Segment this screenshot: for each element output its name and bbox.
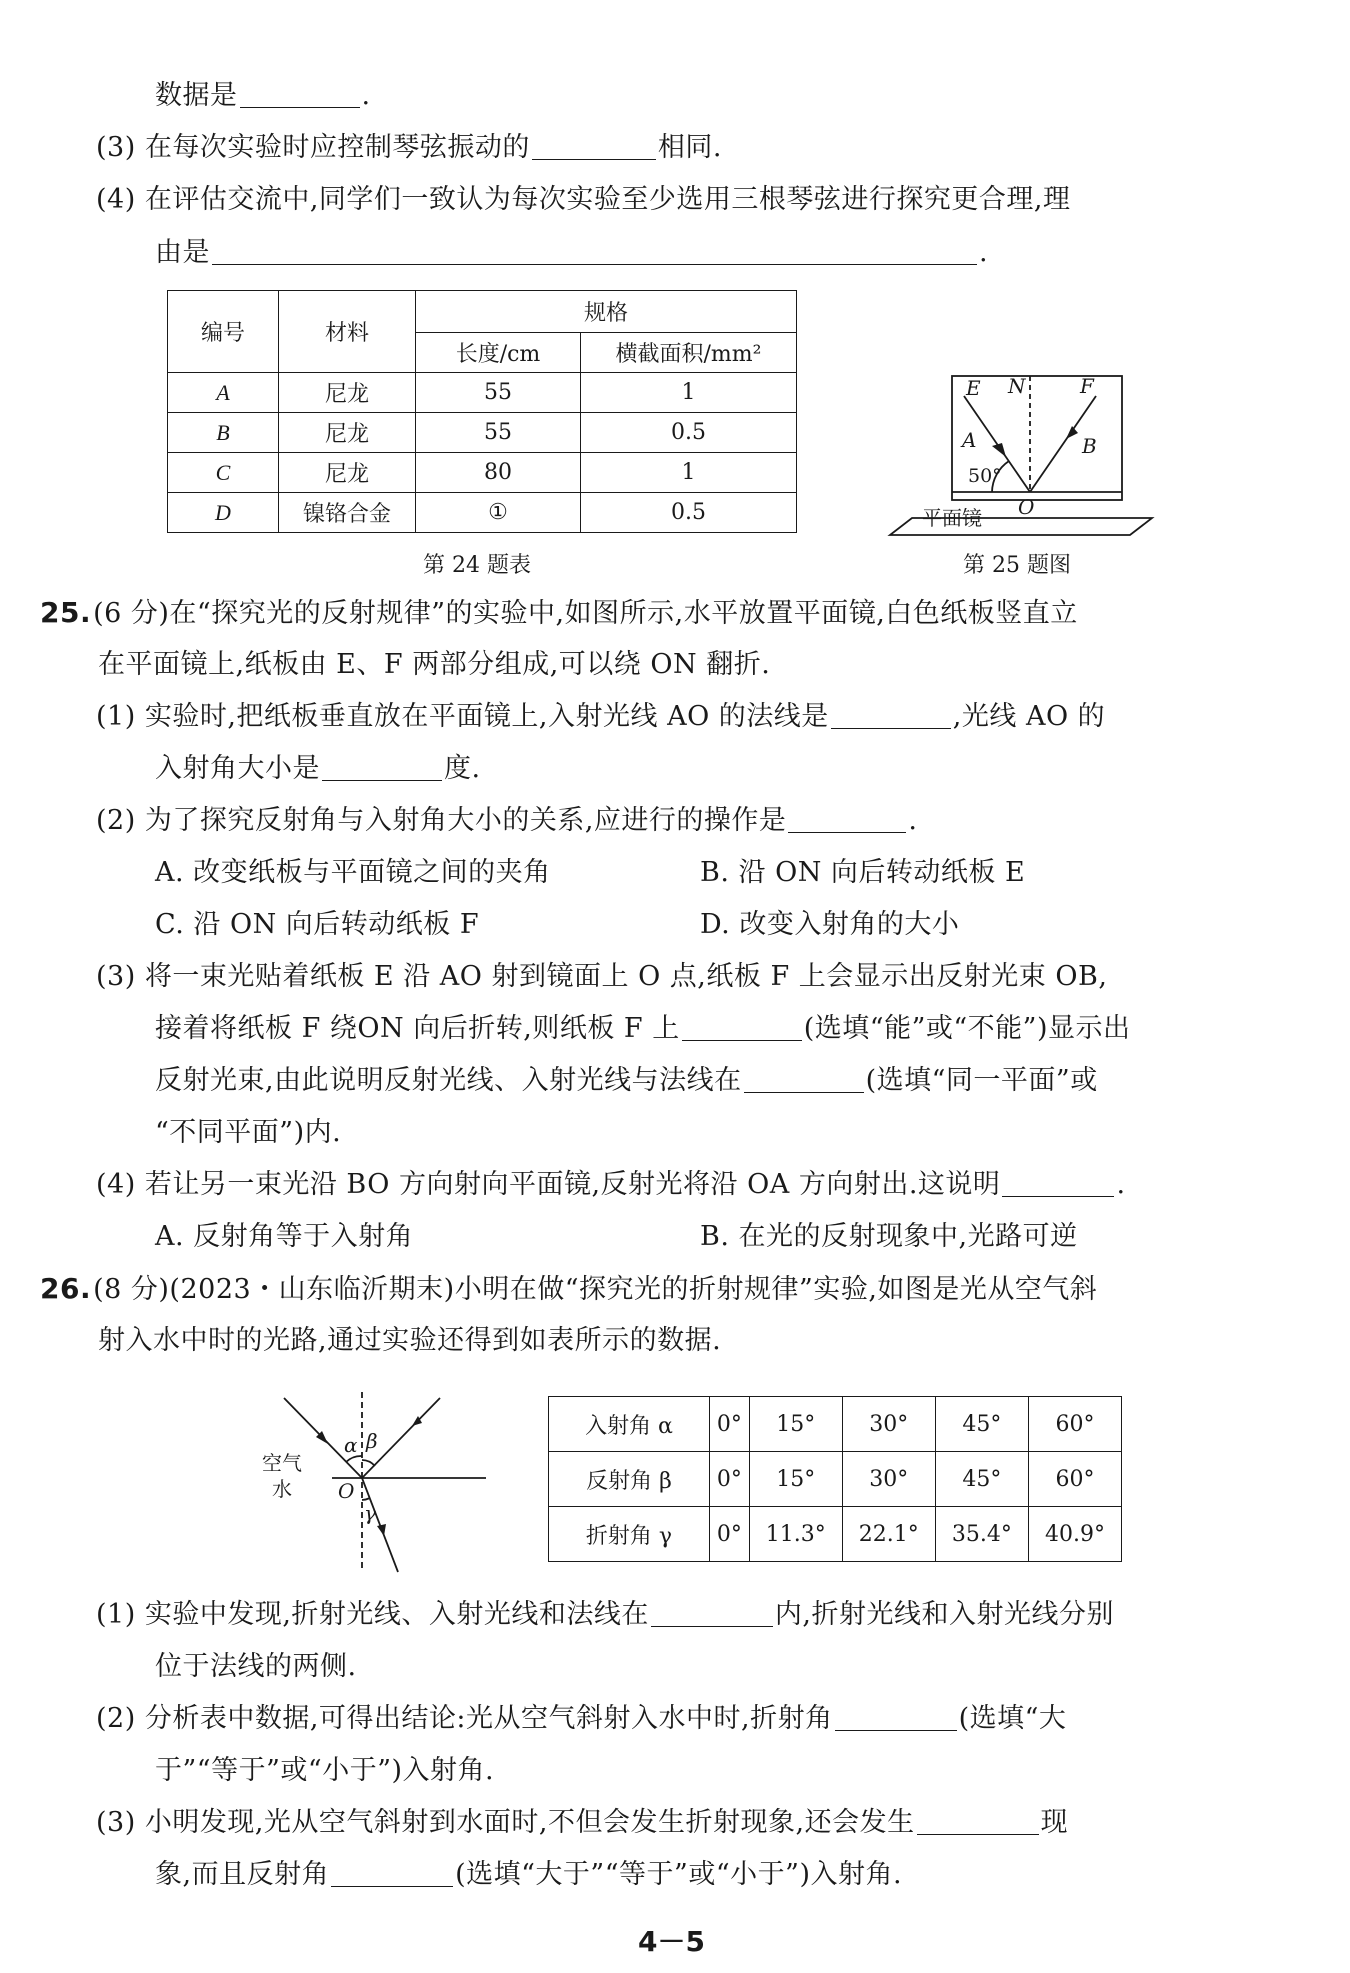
q26-table [548,1396,1122,1562]
q26-part3-b: 象,而且反射角 (选填“大于”“等于”或“小于”)入射角. [155,1859,903,1890]
q24-part3: (3) 在每次实验时应控制琴弦振动的 相同. [96,132,722,163]
svg-text:γ: γ [364,1501,376,1525]
q25-option-c[interactable]: C. 沿 ON 向后转动纸板 F [155,909,480,940]
q25-part3-d: “不同平面”)内. [155,1117,342,1148]
svg-text:O: O [338,1479,355,1503]
q24-part4: (4) 在评估交流中,同学们一致认为每次实验至少选用三根琴弦进行探究更合理,理 [96,184,1071,215]
q25-part3-a: (3) 将一束光贴着纸板 E 沿 AO 射到镜面上 O 点,纸板 F 上会显示出反射光束 OB, [96,961,1108,992]
q26-part2-b: 于”“等于”或“小于”)入射角. [155,1755,495,1786]
table-row: 折射角 γ 0° 11.3° 22.1° 35.4° 40.9° [549,1507,1122,1562]
q25-figure [880,368,1210,568]
answer-blank[interactable] [744,1066,864,1093]
q25-part1-b: 入射角大小是 度. [155,753,481,784]
q25-figure-caption: 第 25 题图 [963,553,1071,578]
q26-intro-1: 26.(8 分)(2023・山东临沂期末)小明在做“探究光的折射规律”实验,如图是光从空气斜 [40,1272,1098,1305]
table-row: D 镍铬合金 ① 0.5 [168,493,797,533]
answer-blank[interactable] [831,702,951,729]
header-id: 编号 [168,291,279,373]
answer-blank[interactable] [651,1600,773,1627]
q26-part1-a: (1) 实验中发现,折射光线、入射光线和法线在 内,折射光线和入射光线分别 [96,1599,1115,1630]
header-length: 长度/cm [416,333,581,373]
refracted-ray [362,1478,398,1572]
svg-text:空气: 空气 [262,1451,302,1475]
q26-part2-a: (2) 分析表中数据,可得出结论:光从空气斜射入水中时,折射角 (选填“大 [96,1703,1067,1734]
svg-text:N: N [1008,374,1026,398]
svg-text:α: α [344,1433,358,1457]
header-material: 材料 [279,291,416,373]
q26-intro-2: 射入水中时的光路,通过实验还得到如表所示的数据. [98,1325,722,1356]
q24-table-caption: 第 24 题表 [423,553,531,578]
q25-part3-b: 接着将纸板 F 绕ON 向后折转,则纸板 F 上 (选填“能”或“不能”)显示出 [155,1013,1131,1044]
refracted-arrowhead [377,1524,386,1536]
svg-text:F: F [1080,374,1094,398]
q25-part1-a: (1) 实验时,把纸板垂直放在平面镜上,入射光线 AO 的法线是 ,光线 AO 的 [96,701,1106,732]
answer-blank[interactable] [331,1860,453,1887]
q25-intro-2: 在平面镜上,纸板由 E、F 两部分组成,可以绕 ON 翻折. [98,649,771,680]
q26-part1-b: 位于法线的两侧. [155,1651,357,1682]
svg-text:水: 水 [272,1477,292,1501]
angle-arc-beta [362,1460,375,1466]
table-row: B 尼龙 55 0.5 [168,413,797,453]
page-number: 4－5 [638,1925,705,1958]
angle-arc-gamma [362,1498,370,1500]
header-area: 横截面积/mm² [581,333,797,373]
table-row: 入射角 α 0° 15° 30° 45° 60° [549,1397,1122,1452]
q25-option-a[interactable]: A. 改变纸板与平面镜之间的夹角 [155,857,551,888]
q25-part4: (4) 若让另一束光沿 BO 方向射向平面镜,反射光将沿 OA 方向射出.这说明 . [96,1169,1126,1200]
svg-text:A: A [962,428,977,452]
q25-option4-a[interactable]: A. 反射角等于入射角 [155,1221,414,1252]
q25-part3-c: 反射光束,由此说明反射光线、入射光线与法线在 (选填“同一平面”或 [155,1065,1098,1096]
table-row: C 尼龙 80 1 [168,453,797,493]
answer-blank[interactable] [532,133,656,160]
answer-blank[interactable] [212,238,977,265]
answer-blank[interactable] [835,1704,957,1731]
svg-text:平面镜: 平面镜 [922,506,982,530]
table-row: 反射角 β 0° 15° 30° 45° 60° [549,1452,1122,1507]
svg-text:E: E [966,376,981,400]
q24-line1: 数据是 . [155,80,371,111]
q25-option4-b[interactable]: B. 在光的反射现象中,光路可逆 [700,1221,1078,1252]
q25-option-b[interactable]: B. 沿 ON 向后转动纸板 E [700,857,1026,888]
answer-blank[interactable] [240,81,360,108]
answer-blank[interactable] [917,1808,1039,1835]
q25-part2: (2) 为了探究反射角与入射角大小的关系,应进行的操作是 . [96,805,918,836]
table-row: A 尼龙 55 1 [168,373,797,413]
answer-blank[interactable] [322,754,442,781]
svg-text:β: β [366,1429,378,1453]
q26-part3-a: (3) 小明发现,光从空气斜射到水面时,不但会发生折射现象,还会发生 现 [96,1807,1069,1838]
answer-blank[interactable] [1002,1170,1114,1197]
q24-table [167,290,797,533]
q24-part4-reason: 由是 . [155,237,989,268]
svg-text:B: B [1082,434,1097,458]
q25-intro-1: 25.(6 分)在“探究光的反射规律”的实验中,如图所示,水平放置平面镜,白色纸板竖直立 [40,596,1078,629]
header-spec: 规格 [416,291,797,333]
svg-text:50°: 50° [968,465,1002,487]
answer-blank[interactable] [682,1014,802,1041]
q26-figure [250,1390,490,1580]
q25-option-d[interactable]: D. 改变入射角的大小 [700,909,960,940]
answer-blank[interactable] [788,806,906,833]
svg-text:O: O [1018,495,1035,519]
